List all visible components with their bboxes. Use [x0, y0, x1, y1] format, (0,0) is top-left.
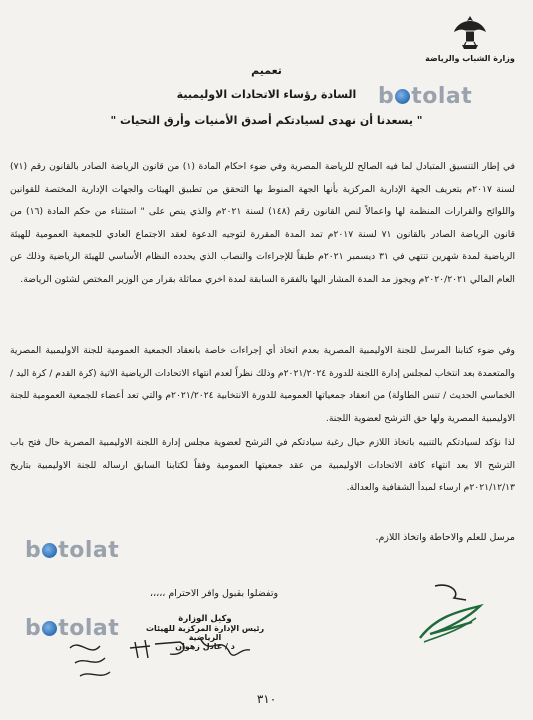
- paragraph-3: لذا نؤكد لسيادتكم بالتنبيه باتخاذ اللازم حيال رغبة سيادتكم في الترشح لعضوية مجلس إدارة اللجنة الاوليمبية المصرية حال فتح باب الترشح الا بعد انتهاء كافة الاتحادات الاوليمبية من عقد جمعيتها العمومية وفقاً لكتابنا السابق ارساله للجنة الاوليمبية بتاريخ ٢٠٢١/١٢/١٣م ارساء لمبدأ الشفافية والعدالة.: [10, 437, 515, 493]
- watermark-logo: [378, 84, 472, 109]
- watermark-text: tolat: [58, 616, 120, 641]
- watermark-text: tolat: [58, 538, 120, 563]
- eagle-emblem-icon: [452, 12, 488, 52]
- paragraph-2: وفي ضوء كتابنا المرسل للجنة الاوليمبية المصرية بعدم اتخاذ أي إجراءات خاصة بانعقاد الجمعية العمومية للجنة الاوليمبية المصرية والمتعمدة بعد انتخاب لمجلس إدارة اللجنة للدورة ٢٠٢١/٢٠٢٤م وذلك نظراً لعدم انتهاء الاتحادات الرياضية الاتية (كرة القدم / كرة اليد / الخماسي الحديث / تنس الطاولة) من انعقاد جمعياتها العمومية للدورة الانتخابية ٢٠٢١/٢٠٢٤م والتي تعد أعضاء للجمعية العمومية للجنة الاوليمبية المصرية ولها حق الترشح لعضوية اللجنة.: [10, 345, 515, 424]
- page-number: ٣١٠: [256, 692, 277, 706]
- watermark-text: tolat: [411, 84, 473, 109]
- deputy-title: وكيل الوزارة: [178, 614, 232, 624]
- greeting-line: " يسعدنا أن نهدى لسيادتكم أصدق الأمنيات وأرق التحيات ": [110, 114, 423, 127]
- closing-note: مرسل للعلم والاحاطة واتخاذ اللازم.: [375, 532, 515, 543]
- ball-icon: [395, 89, 410, 104]
- ball-icon: [42, 621, 57, 636]
- minister-signature: [410, 578, 490, 648]
- watermark-logo: [25, 538, 119, 563]
- handwritten-signature: [60, 628, 260, 688]
- paragraph-1: في إطار التنسيق المتبادل لما فيه الصالح للرياضة المصرية وفي ضوء احكام المادة (١) من قانون الرياضة الصادر بالقانون رقم (٧١) لسنة ٢٠١٧م بتعريف الجهة الإدارية المركزية بأنها الجهة المنوط بها التحقق من تطبيق الهيئات والجهات الإدارية المختصة للقوانين واللوائح والقرارات المنظمة لها واعمالاً لنص القانون رقم (١٤٨) لسنة ٢٠٢١م والذي ينص على " استثناء من حكم المادة (١٦) من قانون الرياضة الصادر بالقانون ٧١ لسنة ٢٠١٧م تمد المدة المقررة لتوجيه الدعوة لعقد الاجتماع العادي للجمعية العمومية للهيئة الرياضية لمدة شهرين تنتهي في ٣١ ديسمبر ٢٠٢١م طبقاً للإجراءات والنصاب الذي يحدده النظام الأساسي للهيئة الرياضية وذلك عن العام المالي ٢٠٢٠/٢٠٢١م ويجوز مد المدة المشار اليها بالفقرة السابقة لمدة اخري مماثلة بقرار من الوزير المختص لشئون الرياضة.: [10, 161, 516, 285]
- closing-regards: وتفضلوا بقبول وافر الاحترام ،،،،،: [150, 588, 279, 599]
- ministry-name: وزارة الشباب والرياضة: [425, 54, 515, 63]
- watermark-letter: b: [378, 84, 395, 109]
- ball-icon: [42, 543, 57, 558]
- deputy-name: د / عادل زهوان: [175, 642, 235, 651]
- watermark-letter: b: [25, 616, 42, 641]
- watermark-letter: b: [25, 538, 42, 563]
- deputy-role: رئيس الإدارة المركزية للهيئات الرياضية: [145, 624, 265, 642]
- document-title: تعميم: [251, 64, 282, 77]
- letterhead: [425, 12, 515, 63]
- recipients-line: السادة رؤساء الاتحادات الاوليمبية: [176, 88, 357, 101]
